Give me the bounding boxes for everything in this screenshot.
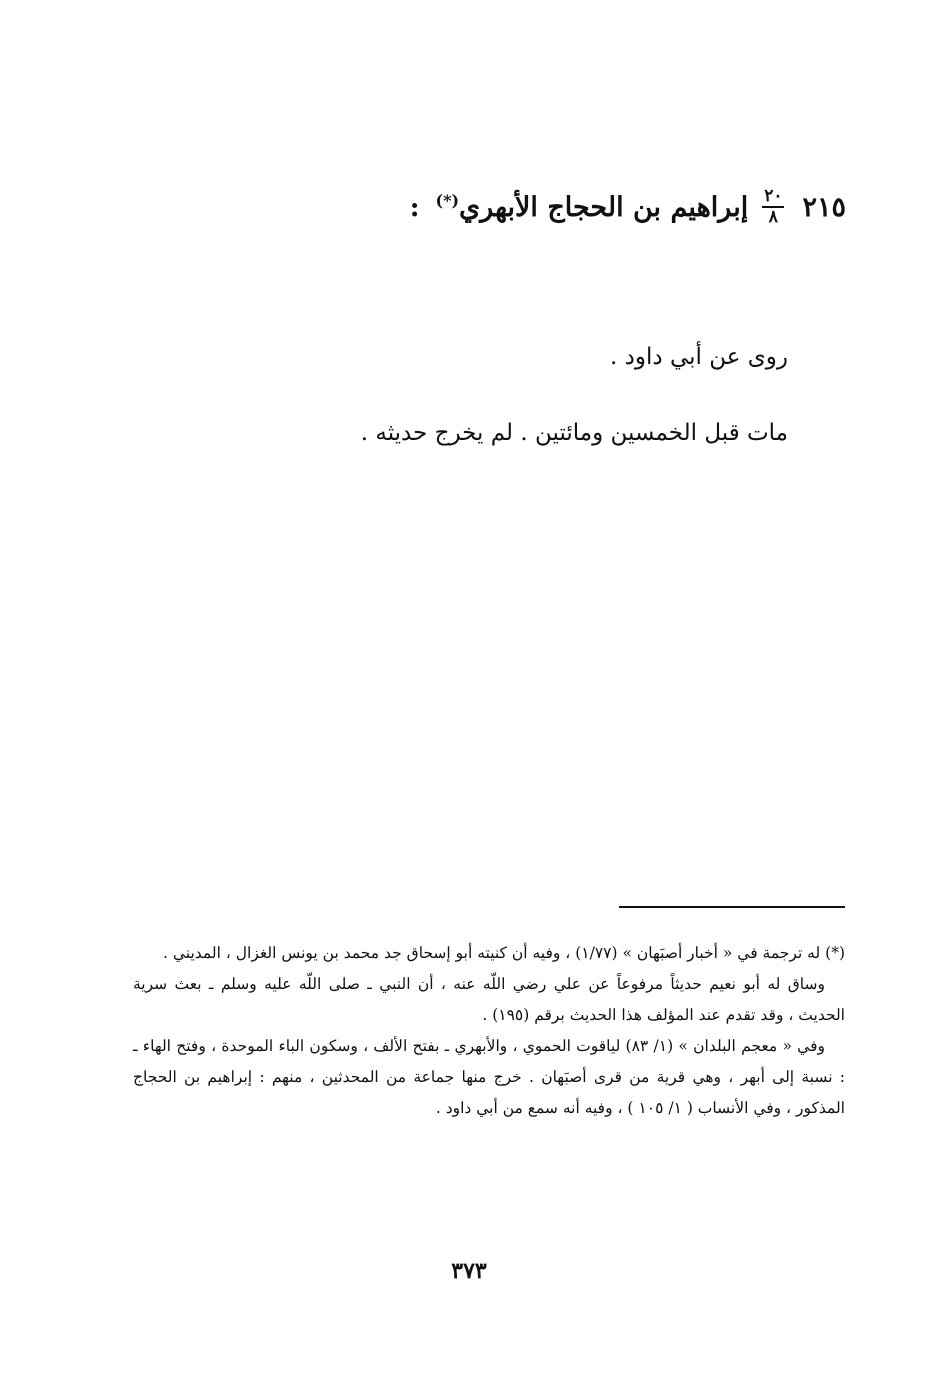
fraction-denominator: ٨ [768,207,778,227]
entry-title: إبراهيم بن الحجاج الأبهري [459,192,749,223]
page-number: ٣٧٣ [451,1258,487,1284]
footnote-paragraph: وفي « معجم البلدان » (١/ ٨٣) لياقوت الحموي ، والأبهري ـ بفتح الألف ، وسكون الباء الموحدة ، وفتح الهاء ـ : نسبة إلى أبهر ، وهي قرية من قرى أصبَهان . خرج منها جماعة من المحدثين ، منهم : إبراهيم بن الحجاج المذكور ، وفي الأنساب ( ١/ ١٠٥ ) ، وفيه أنه سمع من أبي داود . [133,1037,845,1117]
footnote-marker: (*) [435,191,460,210]
entry-fraction [762,188,784,226]
entry-heading [410,188,846,226]
footnote-paragraph: وساق له أبو نعيم حديثاً مرفوعاً عن علي رضي اللّه عنه ، أن النبي ـ صلى اللّه عليه وسلم ـ بعث سرية الحديث ، وقد تقدم عند المؤلف هذا الحديث برقم (١٩٥) . [133,975,845,1024]
entry-title-wrap [436,191,749,223]
entry-number: ٢١٥ [802,191,846,223]
fraction-numerator: ٢٠ [764,186,783,206]
body-line-death: مات قبل الخمسين ومائتين . لم يخرج حديثه . [360,420,788,446]
footnote-paragraph: (*) له ترجمة في « أخبار أصبَهان » (١/٧٧) ، وفيه أن كنيته أبو إسحاق جد محمد بن يونس الغزال ، المديني . [163,944,845,962]
heading-colon: : [409,191,420,223]
footnotes [133,938,845,1124]
body-line-narration: روى عن أبي داود . [610,344,788,370]
footnote-divider [619,906,845,908]
